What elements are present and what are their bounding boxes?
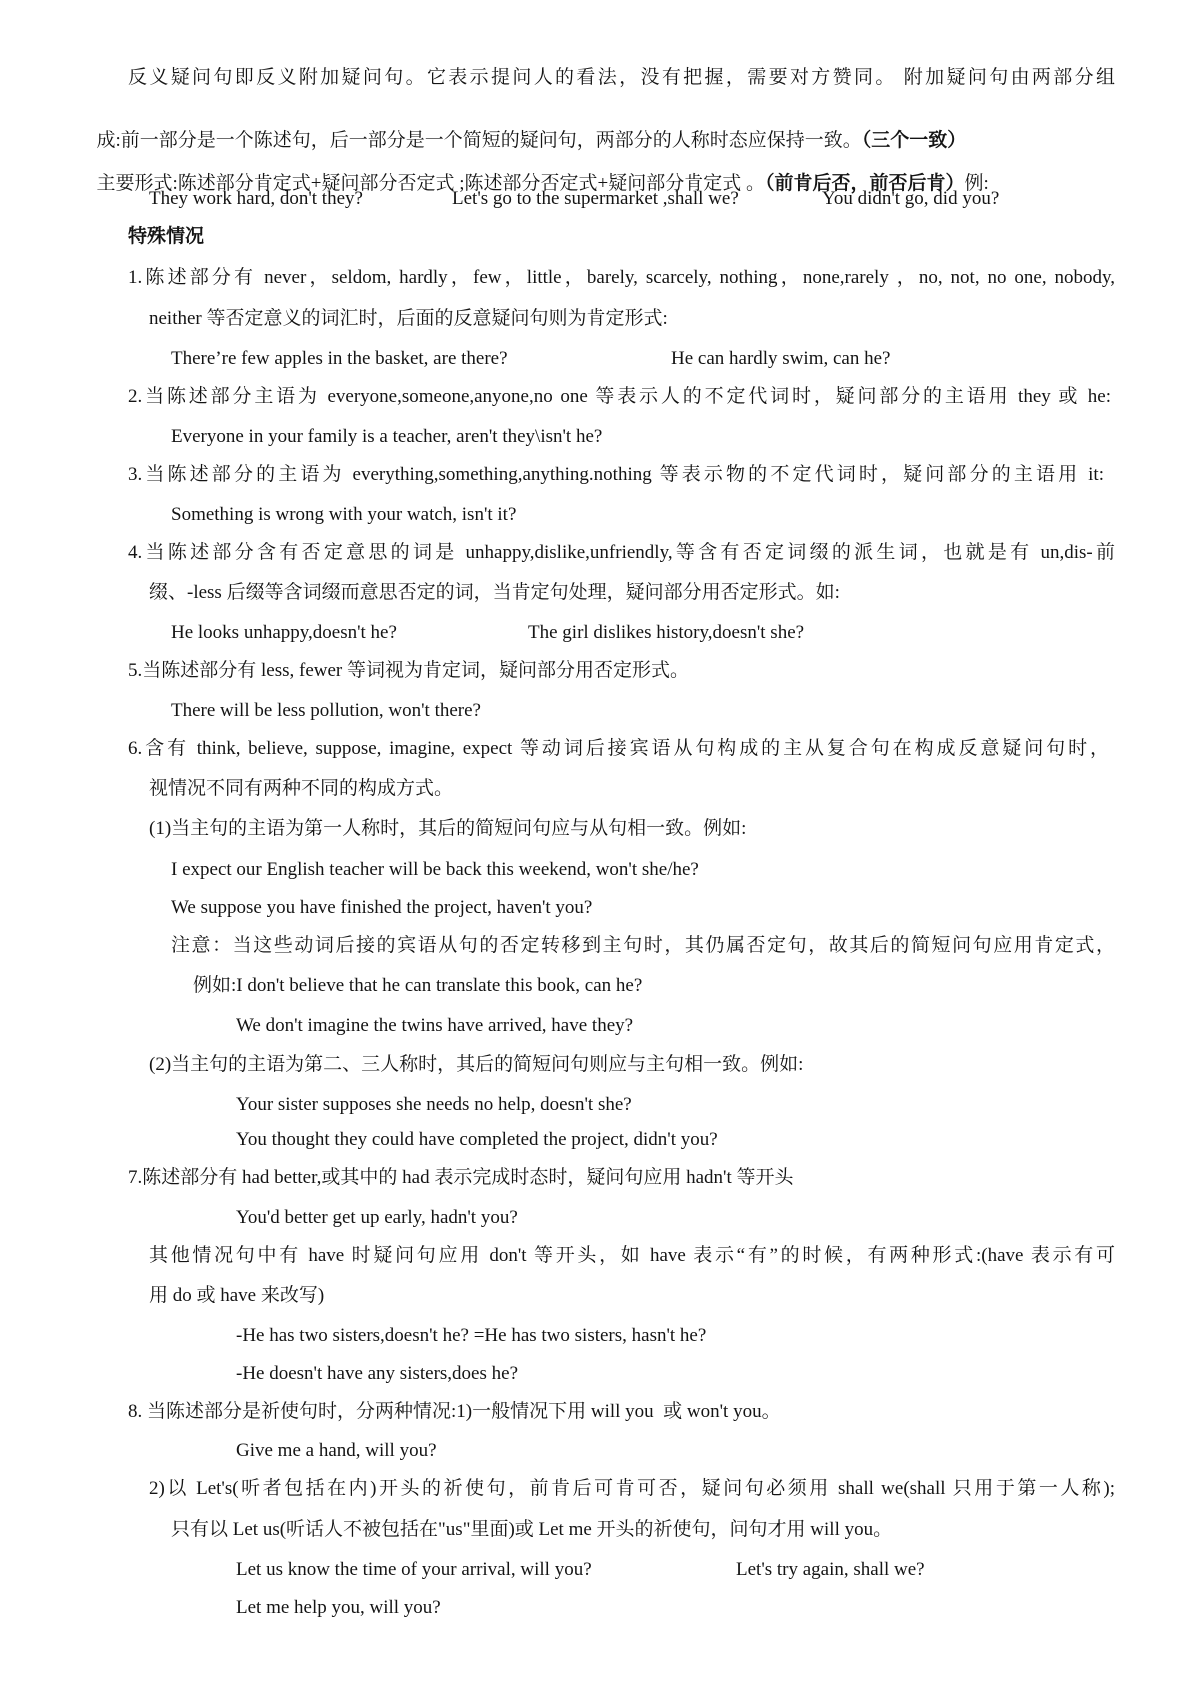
rule-6-case-1-heading: (1)当主句的主语为第一人称时，其后的简短问句应与从句相一致。例如: <box>149 818 747 839</box>
example-sentence: The girl dislikes history,doesn't she? <box>528 622 805 643</box>
example-sentence: Let us know the time of your arrival, will you? <box>236 1559 592 1580</box>
rule-6-line-1: 6.含有 think, believe, suppose, imagine, expect 等动词后接宾语从句构成的主从复合句在构成反意疑问句时， <box>128 738 1109 759</box>
example-sentence: Let's try again, shall we? <box>736 1559 925 1580</box>
example-sentence: Give me a hand, will you? <box>236 1440 437 1461</box>
rule-1-line-2: neither 等否定意义的词汇时，后面的反意疑问句则为肯定形式: <box>149 308 668 329</box>
example-sentence: We don't imagine the twins have arrived, have they? <box>236 1015 634 1036</box>
example-sentence: We suppose you have finished the project, haven't you? <box>171 897 593 918</box>
main-forms-example-label: 例: <box>964 173 989 194</box>
intro-line-2-text: 成:前一部分是一个陈述句，后一部分是一个简短的疑问句，两部分的人称时态应保持一致。 <box>96 130 862 151</box>
rule-4-line-1: 4.当陈述部分含有否定意思的词是 unhappy,dislike,unfriendly,等含有否定词缀的派生词，也就是有 un,dis-前 <box>128 542 1115 563</box>
rule-7-other-line-1: 其他情况句中有 have 时疑问句应用 don't 等开头，如 have 表示“有”的时候，有两种形式:(have 表示有可 <box>149 1245 1115 1266</box>
rule-8-line-1: 8. 当陈述部分是祈使句时，分两种情况:1)一般情况下用 will you 或 won't you。 <box>128 1401 781 1422</box>
example-sentence: Your sister supposes she needs no help, doesn't she? <box>236 1094 632 1115</box>
example-sentence: He can hardly swim, can he? <box>671 348 891 369</box>
rule-8-case-2-line-1: 2)以 Let's(听者包括在内)开头的祈使句，前肯后可肯可否，疑问句必须用 shall we(shall 只用于第一人称); <box>149 1478 1115 1499</box>
example-sentence: You thought they could have completed the project, didn't you? <box>236 1129 718 1150</box>
example-sentence: Let me help you, will you? <box>236 1597 441 1618</box>
main-forms-emphasis: （前肯后否，前否后肯） <box>765 173 965 194</box>
example-sentence: You didn't go, did you? <box>822 188 1000 209</box>
rule-6-case-2-heading: (2)当主句的主语为第二、三人称时，其后的简短问句则应与主句相一致。例如: <box>149 1054 804 1075</box>
rule-6-note: 注意：当这些动词后接的宾语从句的否定转移到主句时，其仍属否定句，故其后的简短问句应用肯定式， <box>171 935 1115 956</box>
example-sentence: Everyone in your family is a teacher, aren't they\isn't he? <box>171 426 603 447</box>
example-sentence: He looks unhappy,doesn't he? <box>171 622 397 643</box>
rule-2-line-1: 2.当陈述部分主语为 everyone,someone,anyone,no one 等表示人的不定代词时，疑问部分的主语用 they 或 he: <box>128 386 1111 407</box>
rule-4-line-2: 缀、-less 后缀等含词缀而意思否定的词，当肯定句处理，疑问部分用否定形式。如: <box>149 582 840 603</box>
rule-7-other-line-2: 用 do 或 have 来改写) <box>149 1285 325 1306</box>
rule-3-line-1: 3.当陈述部分的主语为 everything,something,anything.nothing 等表示物的不定代词时，疑问部分的主语用 it: <box>128 464 1104 485</box>
example-sentence: Let's go to the supermarket ,shall we? <box>452 188 739 209</box>
example-sentence: You'd better get up early, hadn't you? <box>236 1207 518 1228</box>
rule-6-line-2: 视情况不同有两种不同的构成方式。 <box>149 778 454 799</box>
example-sentence: There’re few apples in the basket, are there? <box>171 348 508 369</box>
example-sentence: There will be less pollution, won't there? <box>171 700 481 721</box>
example-sentence: 例如:I don't believe that he can translate this book, can he? <box>193 975 643 996</box>
intro-line-1: 反义疑问句即反义附加疑问句。它表示提问人的看法，没有把握，需要对方赞同。 附加疑问句由两部分组 <box>128 67 1115 88</box>
rule-1-line-1: 1.陈述部分有 never，seldom, hardly，few，little，barely, scarcely, nothing，none,rarely ，no, not, no one, nobody, <box>128 267 1115 288</box>
rule-5-line-1: 5.当陈述部分有 less, fewer 等词视为肯定词，疑问部分用否定形式。 <box>128 660 689 681</box>
example-sentence: I expect our English teacher will be back this weekend, won't she/he? <box>171 859 699 880</box>
three-agreements-emphasis: （三个一致） <box>861 130 967 151</box>
rule-7-line-1: 7.陈述部分有 had better,或其中的 had 表示完成时态时，疑问句应用 hadn't 等开头 <box>128 1167 794 1188</box>
main-forms-text: 主要形式:陈述部分肯定式+疑问部分否定式 ;陈述部分否定式+疑问部分肯定式 。 <box>96 173 765 194</box>
example-sentence: -He doesn't have any sisters,does he? <box>236 1363 519 1384</box>
rule-8-case-2-line-2: 只有以 Let us(听话人不被包括在"us"里面)或 Let me 开头的祈使句，问句才用 will you。 <box>171 1519 893 1540</box>
section-heading: 特殊情况 <box>128 226 205 247</box>
example-sentence: They work hard, don't they? <box>149 188 363 209</box>
example-sentence: Something is wrong with your watch, isn't it? <box>171 504 517 525</box>
example-sentence: -He has two sisters,doesn't he? =He has two sisters, hasn't he? <box>236 1325 707 1346</box>
